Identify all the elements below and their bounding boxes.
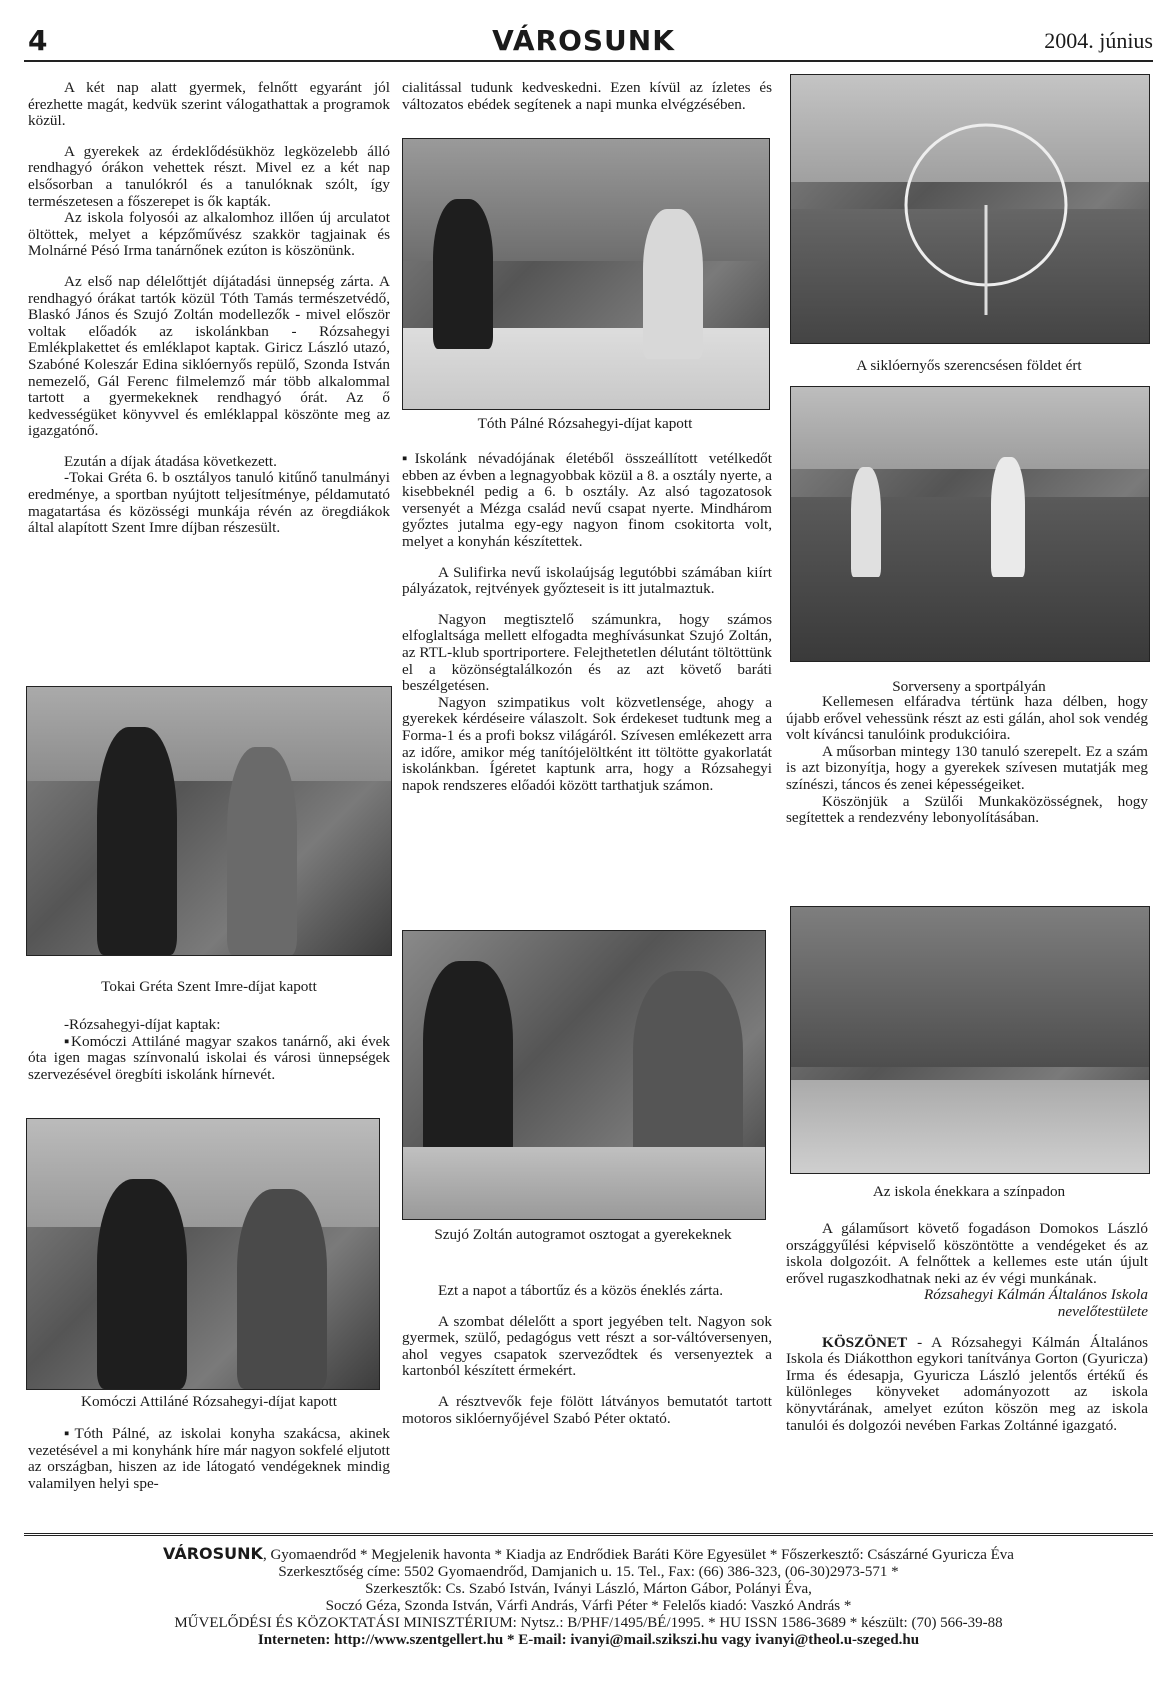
photo-caption: Szujó Zoltán autogramot osztogat a gyerekeknek (434, 1226, 732, 1243)
thanks-text: - A Rózsahegyi Kálmán Általános Iskola és Diákotthon egykori tanítványa Gorton (Gyuricza) Irma és édesapja, Gyuricza László jelentős értékű és különleges könyveket adományozott az iskola könyvtárának, amelyet ezúton köszön meg az iskola tanulói és dolgozói nevében Farkas Zoltánné igazgató. (786, 1333, 1148, 1434)
col2-paragraph: A szombat délelőtt a sport jegyében telt. Nagyon sok gyermek, szülő, pedagógus vett részt a sor-váltóversenyen, ahol vegyes csapatok szerveződtek és versenyeztek a kartonból készített érmekért. (402, 1312, 772, 1380)
photo-paraglider (790, 74, 1150, 344)
col1-paragraph: -Tokai Gréta 6. b osztályos tanuló kitűnő tanulmányi eredménye, a sportban nyújtott teljesítménye, példamutató magatartása és közösségi munkája révén az öregdiákok által alapított Szent Imre díjban részesült. (28, 469, 390, 537)
page-number: 4 (28, 24, 48, 57)
col3-paragraph: Kellemesen elfáradva tértünk haza délben, hogy újabb erővel vehessünk részt az esti gálán, ahol sok vendég volt kíváncsi tanulóink produkcióira. (786, 693, 1148, 744)
column-1-bottom (28, 1426, 390, 1492)
photo-bg (791, 387, 1149, 469)
col2-paragraph: cialitással tudunk kedveskedni. Ezen kívül az ízletes és változatos ebédek segítenek a napi munka elvégzésében. (402, 79, 772, 113)
footer-line (24, 1545, 1153, 1564)
photo-field (791, 497, 1149, 661)
photo-figure (227, 747, 297, 955)
footer-brand: VÁROSUNK (163, 1544, 263, 1563)
footer-line: Szerkesztők: Cs. Szabó István, Iványi László, Márton Gábor, Polányi Éva, (365, 1581, 812, 1597)
col1-paragraph: ▪Komóczi Attiláné magyar szakos tanárnő, aki évek óta igen magas színvonalú iskolai és városi ünnepségek szervezésével öregbíti iskolánk hírnevét. (28, 1032, 390, 1083)
photo-bg (27, 1119, 379, 1227)
photo-tokai-greta (26, 686, 392, 956)
photo-figure (433, 199, 493, 349)
photo-figure (851, 467, 881, 577)
thanks-paragraph (786, 1335, 1148, 1435)
photo-paraglider-cage (901, 115, 1071, 315)
col2-paragraph: A Sulifirka nevű iskolaújság legutóbbi számában kiírt pályázatok, rejtvények győzteseit is itt jutalmaztuk. (402, 563, 772, 598)
photo-figure (237, 1189, 327, 1389)
photo-szujo-zoltan (402, 930, 766, 1220)
column-2-middle (402, 451, 772, 794)
photo-audience (791, 1080, 1149, 1173)
col1-paragraph: ▪Tóth Pálné, az iskolai konyha szakácsa, akinek vezetésével a mi konyhánk híre már nagyon sokfelé eljutott az országban, hiszen az ide látogató vendégeknek mindig valamilyen helyi spe- (28, 1425, 390, 1492)
photo-caption: A siklóernyős szerencsésen földet ért (856, 357, 1082, 374)
photo-figure (633, 971, 743, 1171)
column-2-bottom (402, 1283, 772, 1427)
photo-figure (423, 961, 513, 1161)
photo-figure (991, 457, 1025, 577)
photo-caption: Tóth Pálné Rózsahegyi-díjat kapott (477, 415, 693, 432)
col3-paragraph: A gálaműsort követő fogadáson Domokos László országgyűlési képviselő köszöntötte a vendégeket és az iskola dolgozóit. A felnőttek a kellemes este után újult erővel rugaszkodhatnak neki az év végi munkának. (786, 1220, 1148, 1287)
photo-caption: Sorverseny a sportpályán (892, 678, 1046, 695)
footer-line: Interneten: http://www.szentgellert.hu * E-mail: ivanyi@mail.szikszi.hu vagy ivanyi@theol.u-szeged.hu (257, 1632, 920, 1648)
col1-paragraph: A két nap alatt gyermek, felnőtt egyaránt jól érezhette magát, kedvük szerint válogathattak a programok közül. (28, 79, 390, 130)
photo-relay-race (790, 386, 1150, 662)
photo-komoczi (26, 1118, 380, 1390)
photo-figure (97, 727, 177, 955)
photo-caption: Az iskola énekkara a színpadon (872, 1183, 1066, 1200)
column-1-top (28, 80, 390, 537)
col2-paragraph: Nagyon megtisztelő számunkra, hogy számos elfoglaltsága mellett elfogadta meghívásunkat Szujó Zoltán, az RTL-klub sportriportere. Felejthetetlen délutánt töltöttünk el a közönségtalálkozón és az azt követő baráti beszélgetésen. (402, 610, 772, 695)
column-1-middle (28, 1017, 390, 1083)
photo-figure (643, 209, 703, 359)
col2-paragraph: Nagyon szimpatikus volt közvetlensége, ahogy a gyerekek kérdéseire válaszolt. Sok érdekeset tudtunk meg a Forma-1 és a profi boksz világáról. Szívesen emlékezett arra az időre, amikor még tanítójelöltként itt töltötte gyakorlatát iskolánkban. Ígéretet kaptunk arra, hogy a Rózsahegyi napok rendszeres előadói között tarthatjuk számon. (402, 693, 772, 794)
column-3-bottom (786, 1221, 1148, 1434)
col1-paragraph: Az első nap délelőttjét díjátadási ünnepség zárta. A rendhagyó órákat tartók közül Tóth Tamás természetvédő, Blaskó János és Szujó Zoltán modellezők - mivel először voltak előadók az iskolánkban - Rózsahegyi Emlékplakettet és emléklapot kaptak. Giricz László utazó, Szabóné Koleszár Edina siklóernyős repülő, Szonda István nemezelő, Gál Ferenc filmelemző már több alkalommal tartott a gyermekeknek rendhagyó órát. Az ő kedvességüket könyvvel és emléklappal köszönte meg az igazgatónő. (28, 272, 390, 440)
photo-figure (97, 1179, 187, 1389)
col2-paragraph: ▪Iskolánk névadójának életéből összeállított vetélkedőt ebben az évben a legnagyobbak közül a 8. a osztály nyerte, a kisebbeknél pedig a 6. b osztály. Az alsó tagozatosok versenyét a Mézga család nevű csapat nyerte. Mindhárom győztes jutalma egy-egy nagyon finom csokitorta volt, melyet a konyhán készítettek. (402, 450, 772, 550)
col1-paragraph: Ezután a díjak átadása következett. (64, 452, 277, 470)
footer-colophon (24, 1545, 1153, 1649)
signature-line-2: nevelőtestülete (1057, 1302, 1148, 1320)
col1-paragraph: -Rózsahegyi-díjat kaptak: (64, 1016, 221, 1033)
column-3-top (786, 694, 1148, 827)
col2-paragraph: A résztvevők feje fölött látványos bemutatót tartott motoros siklóernyőjével Szabó Péter oktató. (402, 1392, 772, 1427)
footer-line: Soczó Géza, Szonda István, Várfi András, Várfi Péter * Felelős kiadó: Vaszkó András * (325, 1598, 852, 1614)
thanks-title: KÖSZÖNET (822, 1333, 908, 1351)
footer-divider (24, 1533, 1153, 1536)
col3-paragraph: Köszönjük a Szülői Munkaközösségnek, hogy segítettek a rendezvény lebonyolításában. (786, 792, 1148, 827)
col2-paragraph: Ezt a napot a tábortűz és a közös éneklés zárta. (438, 1282, 724, 1299)
col3-paragraph: A műsorban mintegy 130 tanuló szerepelt. Ez a szám is azt bizonyítja, hogy a gyerekek szívesen mutatják meg színészi, táncos és zenei képességeiket. (786, 742, 1148, 793)
footer-line: MŰVELŐDÉSI ÉS KÖZOKTATÁSI MINISZTÉRIUM: Nytsz.: B/PHF/1495/BÉ/1995. * HU ISSN 1586-3689 * készült: (70) 566-39-88 (174, 1615, 1003, 1631)
column-2-top (402, 80, 772, 113)
col1-paragraph: Az iskola folyosói az alkalomhoz illően új arculatot öltöttek, melyet a képzőművész szakkör tagjainak és Molnárné Pésó Irma tanárnőnek ezúton is köszönünk. (28, 209, 390, 260)
col1-paragraph: A gyerekek az érdeklődésükhöz legközelebb álló rendhagyó órákon vehettek részt. Mivel ez a két nap elsősorban a tanulókról és a tanulóknak szólt, így természetesen a főszerepet is ők kapták. (28, 142, 390, 210)
signature-line-1: Rózsahegyi Kálmán Általános Iskola (923, 1286, 1148, 1304)
photo-caption: Tokai Gréta Szent Imre-díjat kapott (101, 978, 317, 995)
newspaper-title: VÁROSUNK (492, 24, 675, 57)
issue-date: 2004. június (1044, 28, 1153, 53)
photo-choir (790, 906, 1150, 1174)
photo-bg (27, 687, 391, 781)
photo-stage (791, 907, 1149, 1067)
header-divider (24, 60, 1153, 62)
footer-text: , Gyomaendrőd * Megjelenik havonta * Kiadja az Endrődiek Baráti Köre Egyesület * Főszerkesztő: Császárné Gyuricza Éva (262, 1547, 1014, 1563)
photo-caption: Komóczi Attiláné Rózsahegyi-díjat kapott (80, 1393, 337, 1410)
photo-table (403, 1147, 765, 1219)
photo-toth-palne (402, 138, 770, 410)
footer-line: Szerkesztőség címe: 5502 Gyomaendrőd, Damjanich u. 15. Tel., Fax: (66) 386-323, (06-30)2973-571 * (278, 1564, 899, 1580)
